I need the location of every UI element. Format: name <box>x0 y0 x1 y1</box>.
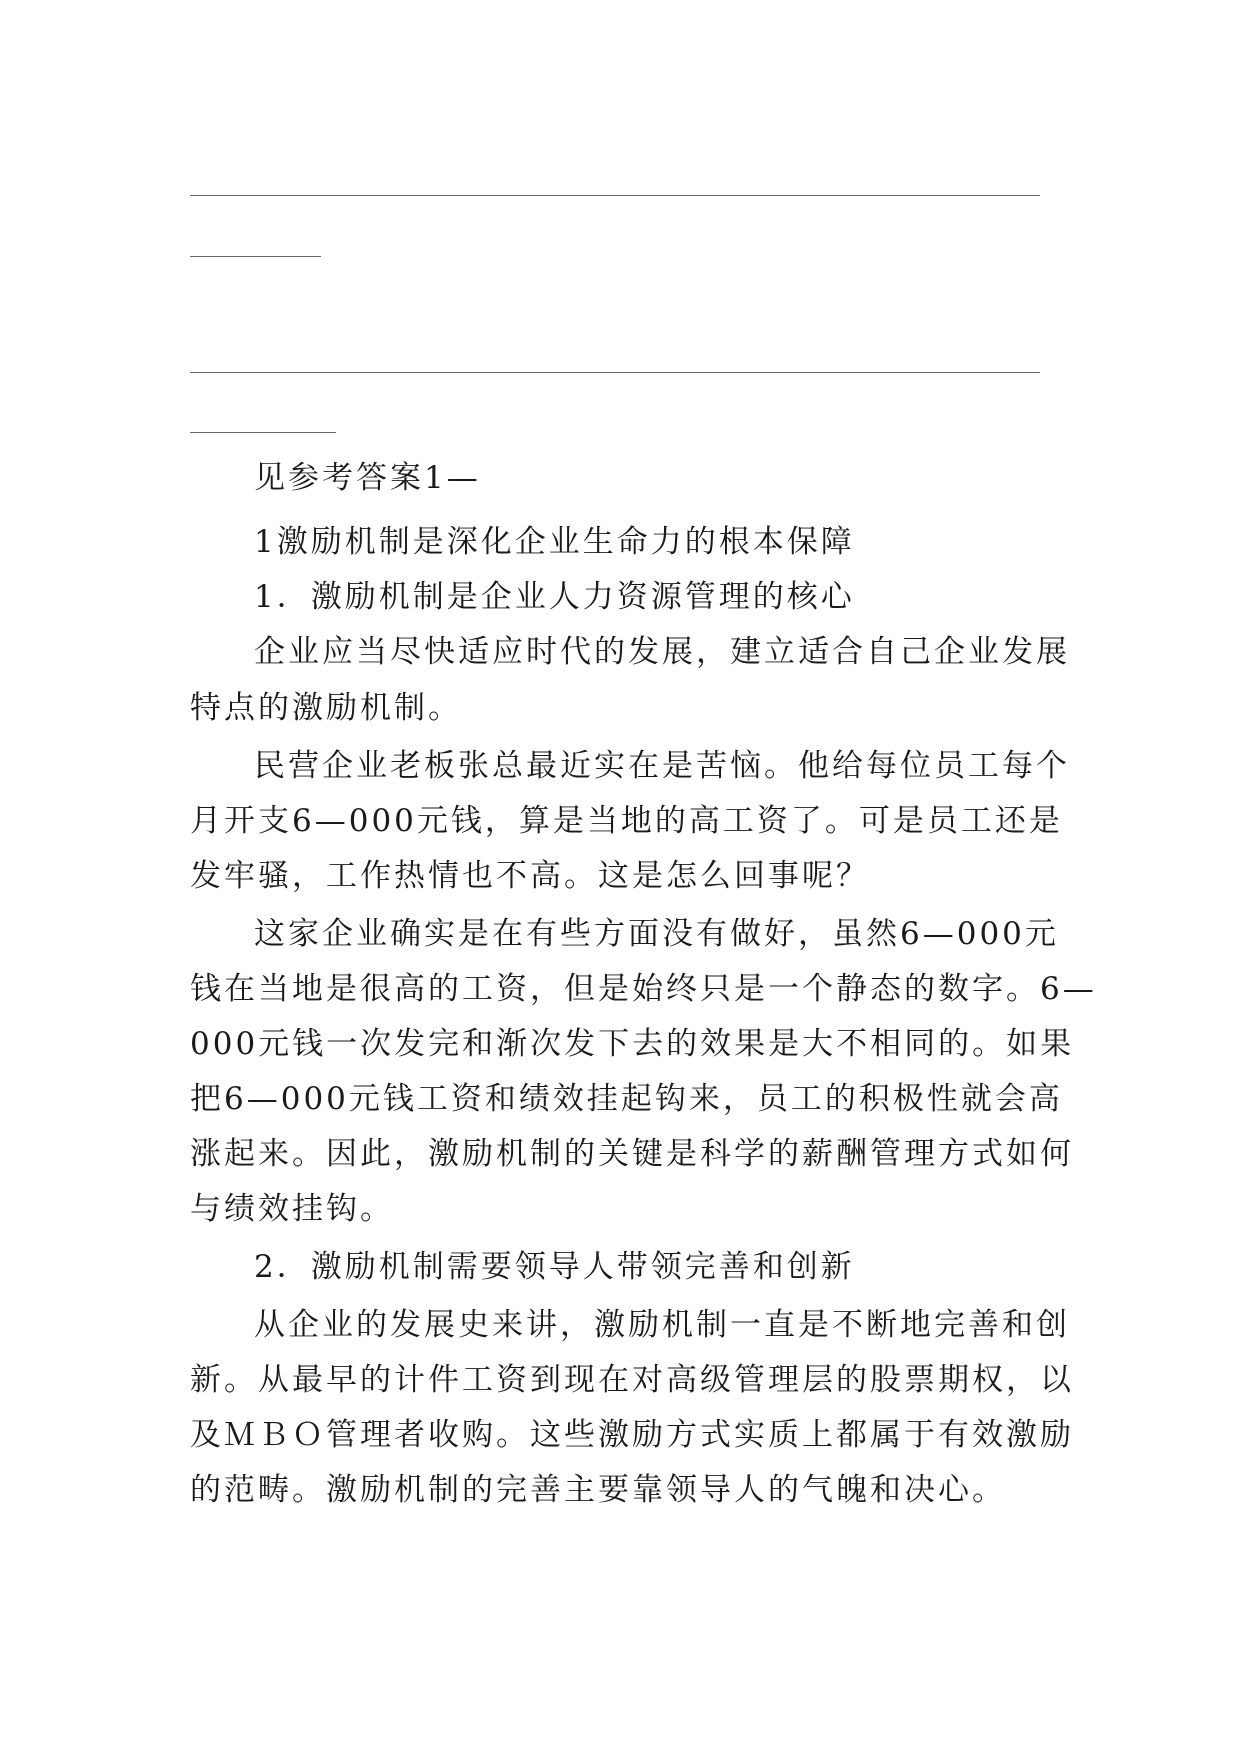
answer-heading: 见参考答案1— <box>254 460 481 496</box>
paragraph-line: 及ＭＢＯ管理者收购。这些激励方式实质上都属于有效激励 <box>190 1417 1074 1453</box>
blank-line <box>190 372 1040 373</box>
blank-line <box>190 432 336 433</box>
blank-line <box>190 256 321 257</box>
paragraph-line: 钱在当地是很高的工资，但是始终只是一个静态的数字。6— <box>190 971 1097 1007</box>
paragraph-line: 发牢骚，工作热情也不高。这是怎么回事呢？ <box>190 858 870 894</box>
subsection-title: 2．激励机制需要领导人带领完善和创新 <box>254 1249 855 1285</box>
paragraph-line: 把6—000元钱工资和绩效挂起钩来，员工的积极性就会高 <box>190 1081 1063 1117</box>
paragraph-line: 企业应当尽快适应时代的发展，建立适合自己企业发展 <box>254 634 1070 670</box>
paragraph-line: 特点的激励机制。 <box>190 690 462 726</box>
paragraph-line: 新。从最早的计件工资到现在对高级管理层的股票期权，以 <box>190 1362 1074 1398</box>
subsection-title: 1．激励机制是企业人力资源管理的核心 <box>254 579 855 615</box>
paragraph-line: 这家企业确实是在有些方面没有做好，虽然6—000元 <box>254 916 1059 952</box>
paragraph-line: 与绩效挂钩。 <box>190 1191 394 1227</box>
paragraph-line: 的范畴。激励机制的完善主要靠领导人的气魄和决心。 <box>190 1472 1006 1508</box>
paragraph-line: 涨起来。因此，激励机制的关键是科学的薪酬管理方式如何 <box>190 1136 1074 1172</box>
section-title: 1激励机制是深化企业生命力的根本保障 <box>254 524 855 560</box>
paragraph-line: 000元钱一次发完和渐次发下去的效果是大不相同的。如果 <box>190 1026 1075 1062</box>
paragraph-line: 从企业的发展史来讲，激励机制一直是不断地完善和创 <box>254 1307 1070 1343</box>
paragraph-line: 月开支6—000元钱，算是当地的高工资了。可是员工还是 <box>190 803 1063 839</box>
paragraph-line: 民营企业老板张总最近实在是苦恼。他给每位员工每个 <box>254 748 1070 784</box>
blank-line <box>190 195 1040 196</box>
